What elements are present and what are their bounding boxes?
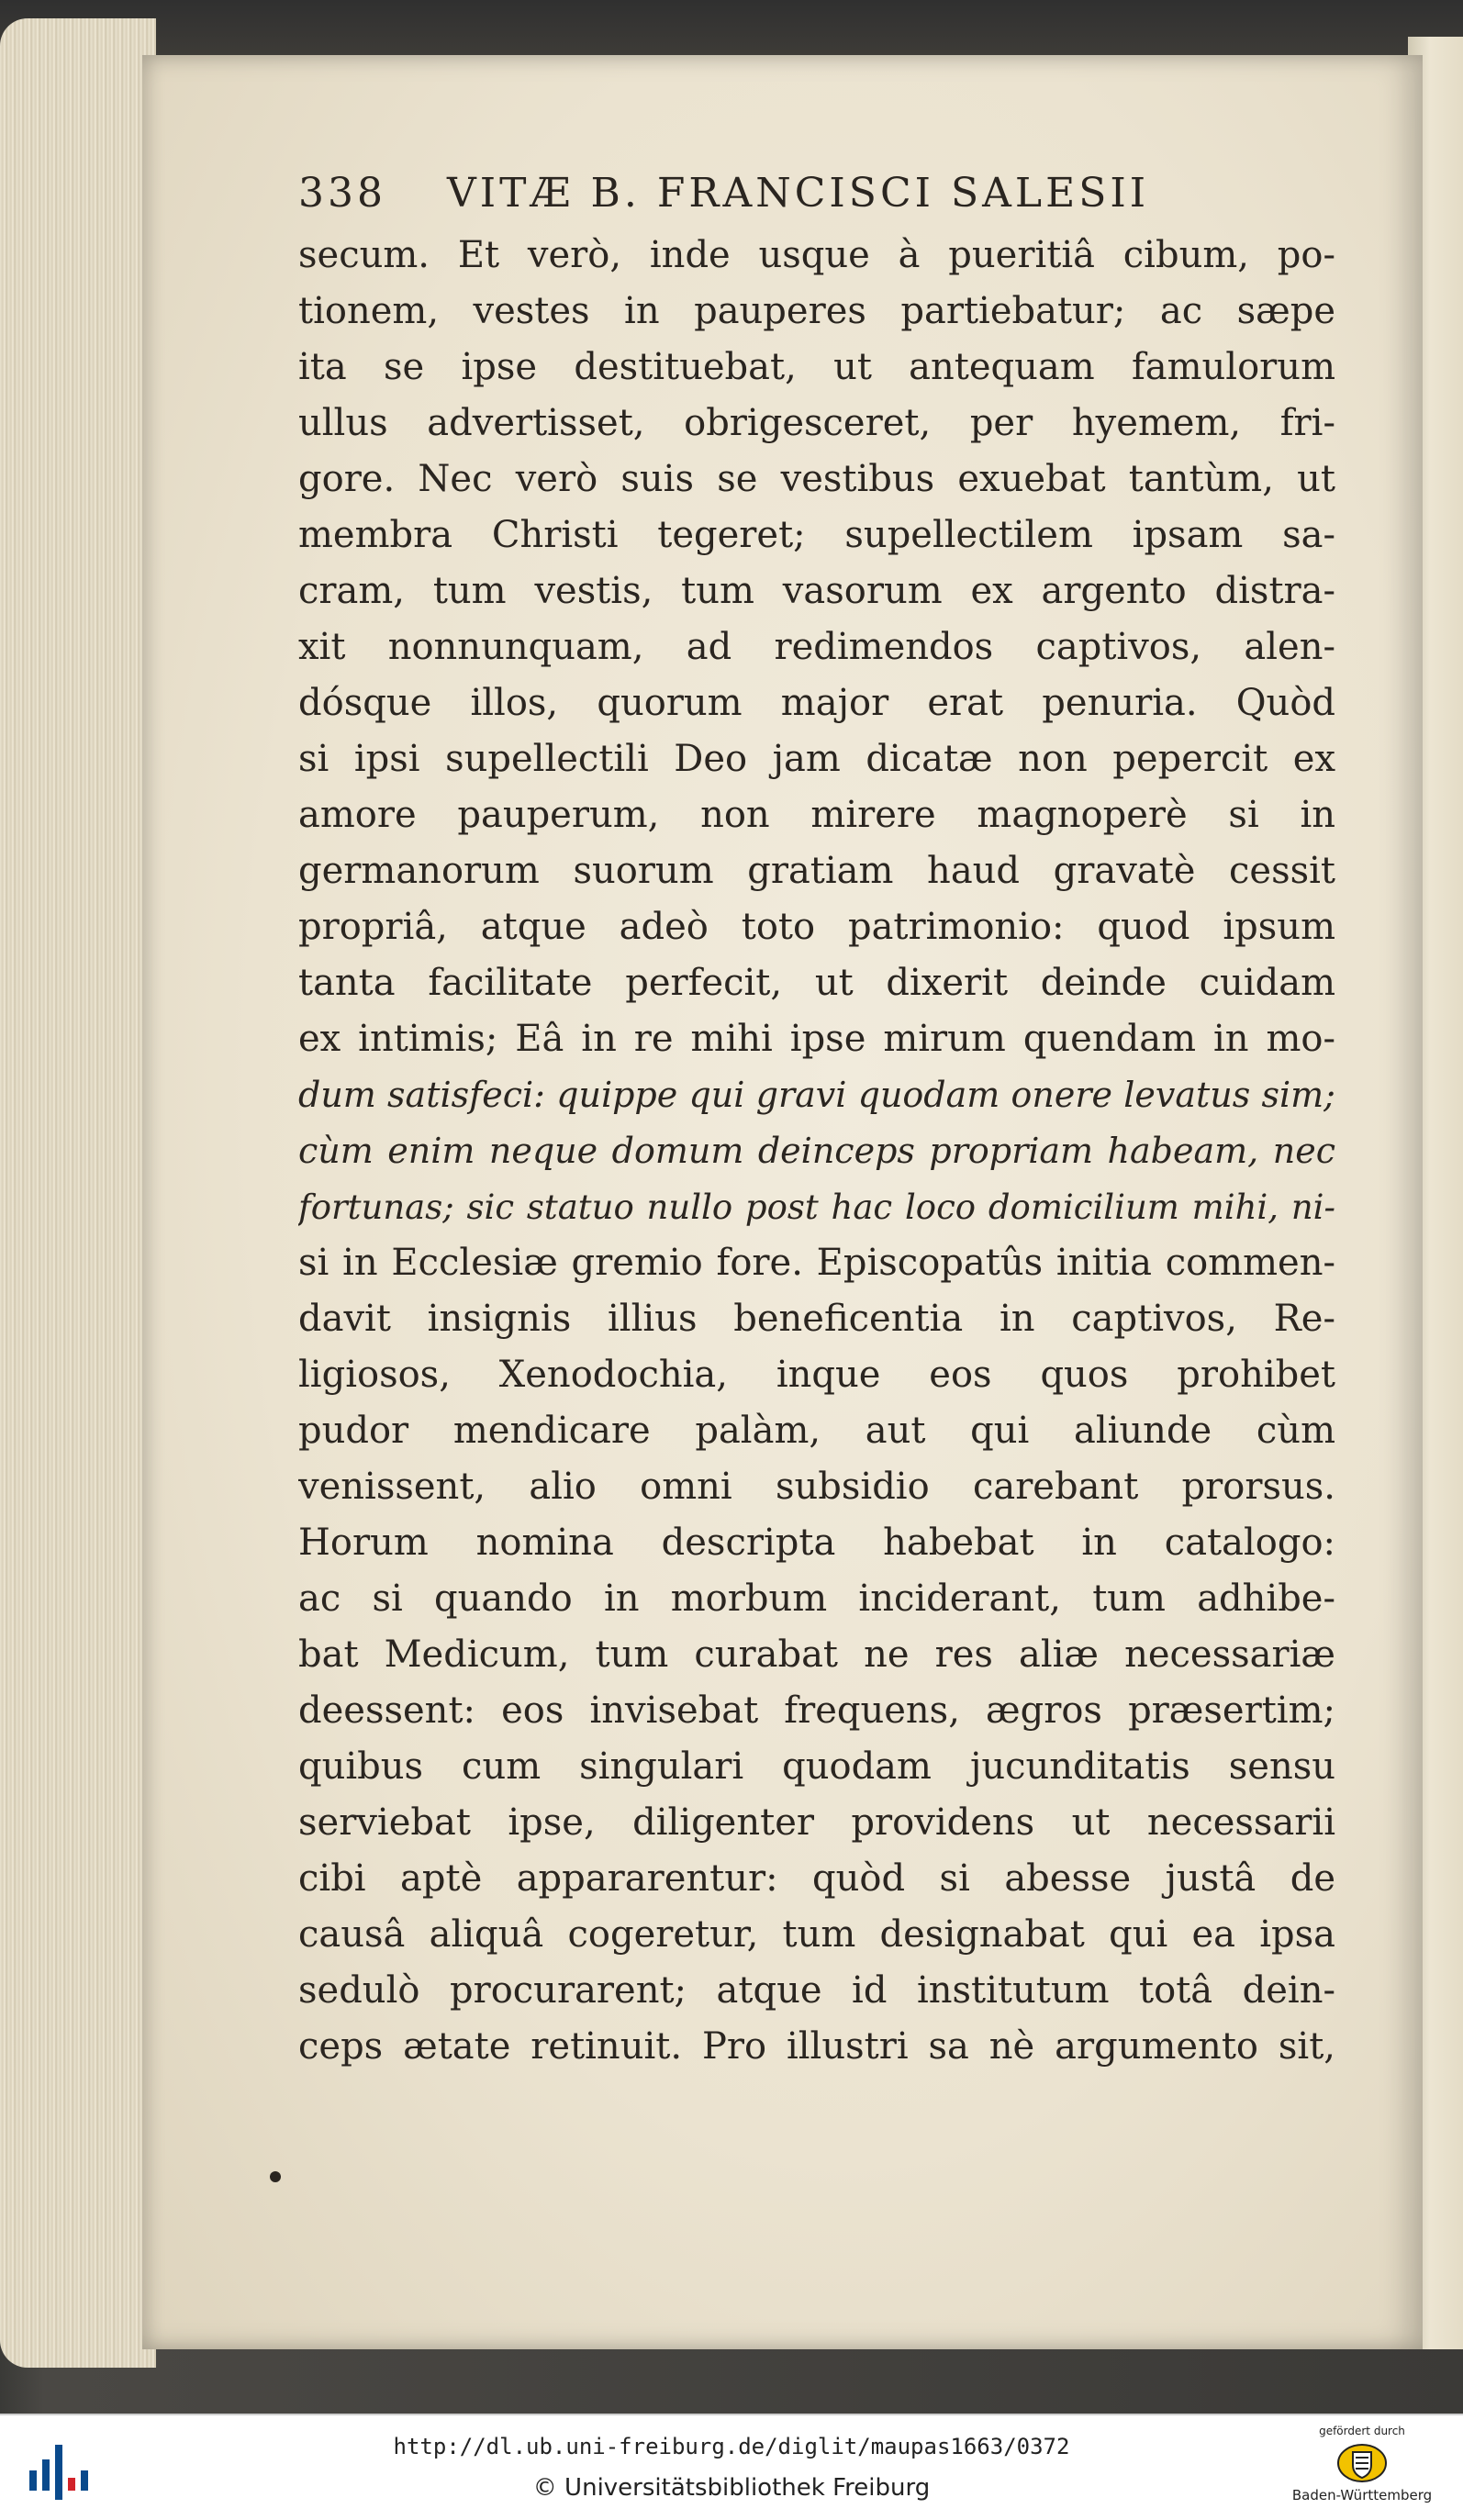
page-header xyxy=(298,170,1308,217)
text-line: cùm enim neque domum deinceps propriam habeam, nec xyxy=(298,1131,1335,1171)
text-line: sedulò procurarent; atque id institutum totâ dein- xyxy=(298,1969,1335,2012)
page-number: 338 xyxy=(298,170,386,217)
text-line: ligiosos, Xenodochia, inque eos quos prohibet xyxy=(298,1354,1335,1396)
state-crest-icon xyxy=(1336,2443,1388,2483)
sponsor-label: gefördert durch xyxy=(1319,2425,1405,2437)
text-line: pudor mendicare palàm, aut qui aliunde cùm xyxy=(298,1410,1335,1452)
text-line: ullus advertisset, obrigesceret, per hyemem, fri- xyxy=(298,402,1335,444)
text-line: causâ aliquâ cogeretur, tum designabat qui ea ipsa xyxy=(298,1913,1335,1956)
running-title: VITÆ B. FRANCISCI SALESII xyxy=(446,170,1150,217)
text-line: venissent, alio omni subsidio carebant prorsus. xyxy=(298,1466,1335,1508)
text-line: si in Ecclesiæ gremio fore. Episcopatûs initia commen- xyxy=(298,1242,1335,1284)
footer-bar xyxy=(0,2414,1463,2520)
text-line: bat Medicum, tum curabat ne res aliæ necessariæ xyxy=(298,1634,1335,1676)
text-line: ex intimis; Eâ in re mihi ipse mirum quendam in mo- xyxy=(298,1018,1335,1060)
sponsor-block xyxy=(1279,2425,1445,2516)
text-line: gore. Nec verò suis se vestibus exuebat tantùm, ut xyxy=(298,458,1335,500)
text-line: fortunas; sic statuo nullo post hac loco domicilium mihi, ni- xyxy=(298,1188,1335,1227)
text-line: cibi aptè appararentur: quòd si abesse justâ de xyxy=(298,1857,1335,1900)
text-line: serviebat ipse, diligenter providens ut necessarii xyxy=(298,1801,1335,1844)
text-line: germanorum suorum gratiam haud gravatè cessit xyxy=(298,850,1335,892)
copyright-notice: © Universitätsbibliothek Freiburg xyxy=(532,2474,931,2502)
text-line: secum. Et verò, inde usque à pueritiâ cibum, po- xyxy=(298,234,1335,276)
ink-dot xyxy=(270,2171,281,2182)
text-line: ita se ipse destituebat, ut antequam famulorum xyxy=(298,346,1335,388)
body-text xyxy=(298,228,1335,2075)
stacked-page-edges xyxy=(0,18,156,2368)
text-line: membra Christi tegeret; supellectilem ipsam sa- xyxy=(298,514,1335,556)
scan-top-border xyxy=(0,0,1463,55)
sponsor-region: Baden-Württemberg xyxy=(1291,2487,1433,2503)
text-line: quibus cum singulari quodam jucunditatis sensu xyxy=(298,1745,1335,1788)
text-line: deessent: eos invisebat frequens, ægros præsertim; xyxy=(298,1689,1335,1732)
text-line: propriâ, atque adeò toto patrimonio: quod ipsum xyxy=(298,906,1335,948)
text-line: dósque illos, quorum major erat penuria. Quòd xyxy=(298,682,1335,724)
text-line: tionem, vestes in pauperes partiebatur; ac sæpe xyxy=(298,290,1335,332)
text-line: xit nonnunquam, ad redimendos captivos, alen- xyxy=(298,626,1335,668)
text-line: cram, tum vestis, tum vasorum ex argento distra- xyxy=(298,570,1335,612)
text-line: davit insignis illius beneficentia in captivos, Re- xyxy=(298,1298,1335,1340)
text-line: ceps ætate retinuit. Pro illustri sa nè argumento sit, xyxy=(298,2025,1335,2068)
text-line: si ipsi supellectili Deo jam dicatæ non pepercit ex xyxy=(298,738,1335,780)
document-url[interactable]: http://dl.ub.uni-freiburg.de/diglit/maupas1663/0372 xyxy=(393,2434,1070,2459)
text-line: tanta facilitate perfecit, ut dixerit deinde cuidam xyxy=(298,962,1335,1004)
text-line: Horum nomina descripta habebat in catalogo: xyxy=(298,1522,1335,1564)
text-line: ac si quando in morbum inciderant, tum adhibe- xyxy=(298,1578,1335,1620)
text-line: dum satisfeci: quippe qui gravi quodam onere levatus sim; xyxy=(298,1075,1335,1115)
text-line: amore pauperum, non mirere magnoperè si in xyxy=(298,794,1335,836)
